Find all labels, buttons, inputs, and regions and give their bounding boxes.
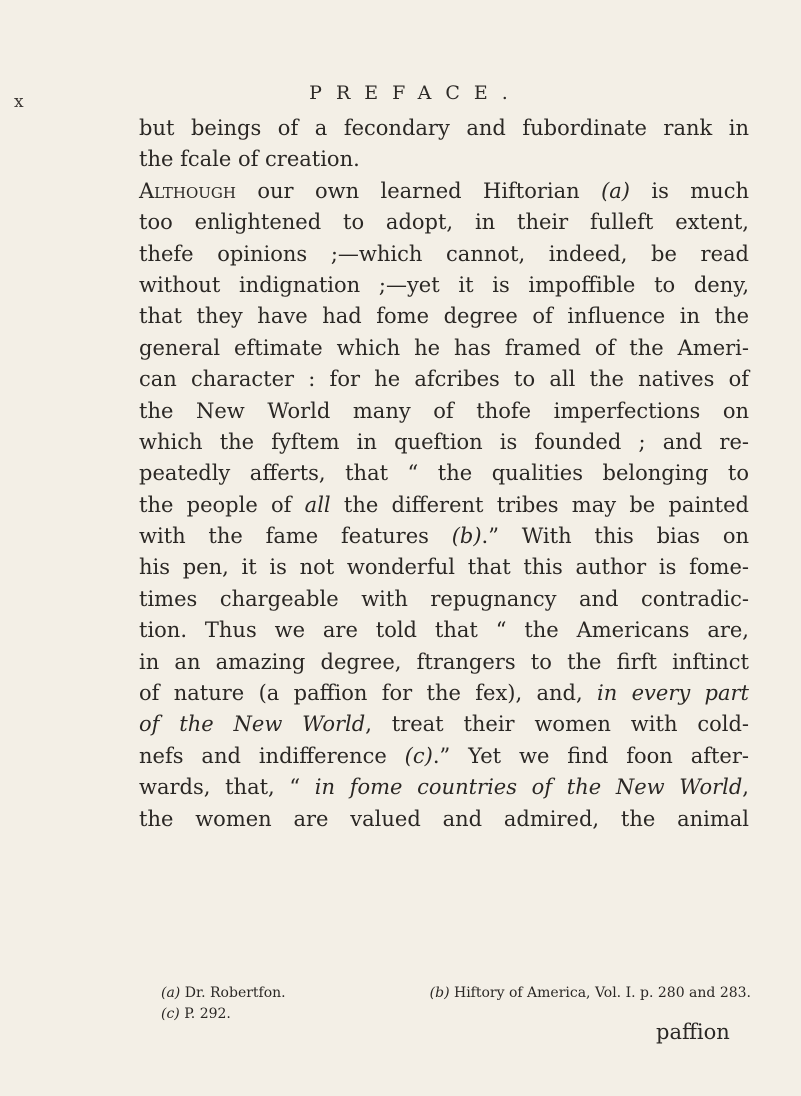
text-line	[139, 521, 749, 552]
text-run: without indignation ;—yet it is impoffible to deny,	[139, 272, 749, 297]
footnote-c	[161, 1004, 231, 1025]
footnote-a-text: Dr. Robertfon.	[184, 985, 286, 1001]
text-line	[139, 615, 749, 646]
text-run: is much	[630, 178, 749, 203]
text-line	[139, 678, 749, 709]
small-caps-lead: Although	[139, 178, 236, 203]
text-run: but beings of a fecondary and fubordinate rank in	[139, 116, 749, 140]
footnote-a-marker: (a)	[161, 985, 181, 1001]
footnote-c-text: P. 292.	[184, 1006, 231, 1022]
italic-text: of the New World	[139, 712, 366, 737]
text-run: with the fame features	[139, 524, 452, 549]
text-run: which the fyftem in queftion is founded ; and re-	[139, 429, 749, 454]
text-line	[139, 772, 749, 803]
text-run: thefe opinions ;—which cannot, indeed, be read	[139, 241, 749, 266]
text-line	[139, 552, 749, 583]
text-line	[139, 490, 749, 521]
italic-text: in every part	[597, 681, 749, 706]
text-line	[139, 144, 749, 175]
text-run: his pen, it is not wonderful that this author is fome-	[139, 555, 749, 580]
catchword: paffion	[656, 1020, 730, 1044]
italic-text: (c)	[404, 743, 433, 768]
text-run: ,	[742, 775, 749, 800]
text-run: in an amazing degree, ftrangers to the firft inftinct	[139, 649, 749, 674]
italic-text: all	[304, 492, 331, 517]
text-run: wards, that, “	[139, 775, 315, 800]
text-run: peatedly afferts, that “ the qualities belonging to	[139, 461, 749, 486]
margin-mark: x	[14, 92, 24, 112]
text-run: .” Yet we find foon after-	[432, 743, 749, 768]
text-run: too enlightened to adopt, in their fulleft extent,	[139, 210, 749, 235]
text-line	[139, 741, 749, 772]
text-run: our own learned Hiftorian	[236, 178, 602, 203]
text-line	[139, 239, 749, 270]
italic-text: (b)	[451, 524, 482, 549]
text-line	[139, 647, 749, 678]
text-line	[139, 804, 749, 835]
text-line	[139, 301, 749, 332]
text-run: the fcale of creation.	[139, 147, 360, 172]
text-line	[139, 176, 749, 207]
text-line	[139, 270, 749, 301]
text-line	[139, 333, 749, 364]
text-run: tion. Thus we are told that “ the Americans are,	[139, 618, 749, 643]
text-line	[139, 207, 749, 238]
text-run: can character : for he afcribes to all the natives of	[139, 367, 749, 392]
footnote-b-text: Hiftory of America, Vol. I. p. 280 and 283.	[453, 985, 751, 1001]
italic-text: (a)	[601, 178, 630, 203]
footnote-b	[430, 983, 751, 1004]
text-run: , treat their women with cold-	[365, 712, 749, 737]
text-run: nefs and indifference	[139, 743, 405, 768]
text-run: the different tribes may be painted	[330, 492, 749, 517]
text-run: general eftimate which he has framed of the Ameri-	[139, 335, 749, 360]
text-line	[139, 427, 749, 458]
text-line	[139, 113, 749, 144]
text-line	[139, 364, 749, 395]
text-run: the people of	[139, 492, 305, 517]
italic-text: in fome countries of the New World	[314, 775, 743, 800]
text-run: .” With this bias on	[481, 524, 749, 549]
running-head: PREFACE.	[309, 82, 522, 104]
footnotes	[161, 983, 751, 1025]
text-run: times chargeable with repugnancy and contradic-	[139, 586, 749, 611]
text-run: the New World many of thofe imperfections on	[139, 398, 749, 423]
text-run: the women are valued and admired, the animal	[139, 806, 749, 831]
footnote-c-marker: (c)	[161, 1006, 180, 1022]
text-run: of nature (a paffion for the fex), and,	[139, 681, 598, 706]
footnote-a	[161, 983, 286, 1004]
text-line	[139, 458, 749, 489]
text-run: that they have had fome degree of influence in the	[139, 304, 749, 329]
text-line	[139, 709, 749, 740]
text-line	[139, 396, 749, 427]
body-text	[139, 113, 749, 835]
footnote-b-marker: (b)	[429, 985, 450, 1001]
text-line	[139, 584, 749, 615]
